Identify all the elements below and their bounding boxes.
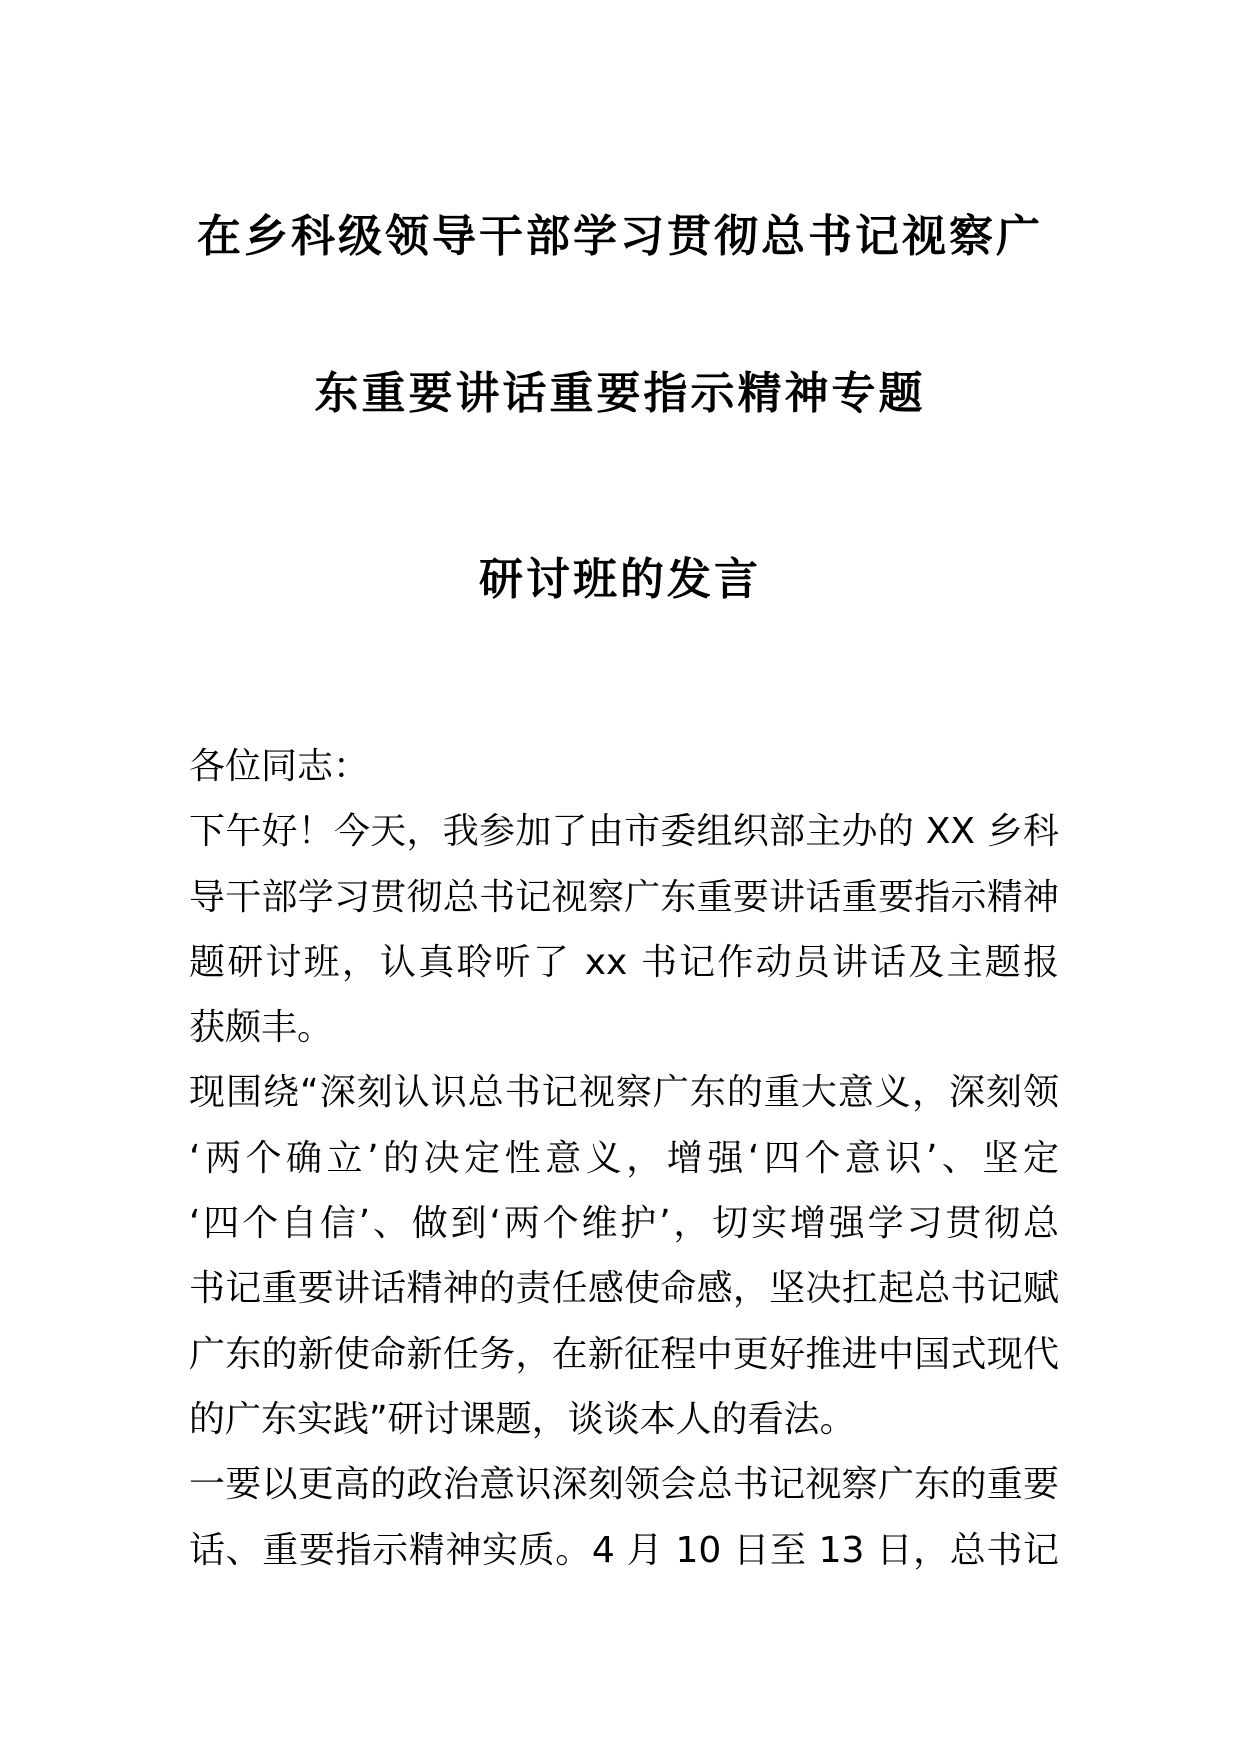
body-text-line: 一要以更高的政治意识深刻领会总书记视察广东的重要: [189, 1464, 1059, 1506]
body-text-line: 题研讨班，认真聆听了 xx 书记作动员讲话及主题报: [189, 941, 1059, 983]
document-title-line-1: 在乡科级领导干部学习贯彻总书记视察广: [197, 211, 1043, 262]
body-text-line: 书记重要讲话精神的责任感使命感，坚决扛起总书记赋: [189, 1268, 1059, 1310]
body-text-line: 的广东实践”研讨课题，谈谈本人的看法。: [189, 1398, 856, 1440]
body-text-line: ‘两个确立’的决定性意义，增强‘四个意识’、坚定: [189, 1137, 1059, 1179]
body-text-line: ‘四个自信’、做到‘两个维护’，切实增强学习贯彻总: [189, 1203, 1059, 1245]
body-text-line: 话、重要指示精神实质。4 月 10 日至 13 日，总书记: [189, 1529, 1059, 1571]
document-title-line-2: 东重要讲话重要指示精神专题: [314, 368, 926, 419]
body-text-line: 现围绕“深刻认识总书记视察广东的重大意义，深刻领: [189, 1072, 1059, 1114]
body-text-line: 下午好！今天，我参加了由市委组织部主办的 XX 乡科: [189, 811, 1059, 853]
body-text-line: 广东的新使命新任务，在新征程中更好推进中国式现代: [189, 1333, 1059, 1375]
body-text-line: 导干部学习贯彻总书记视察广东重要讲话重要指示精神: [189, 876, 1059, 918]
document-body: [189, 734, 1059, 1583]
body-text-line: 各位同志：: [189, 746, 370, 787]
document-title-line-3: 研讨班的发言: [479, 554, 761, 605]
body-text-line: 获颇丰。: [189, 1007, 334, 1049]
